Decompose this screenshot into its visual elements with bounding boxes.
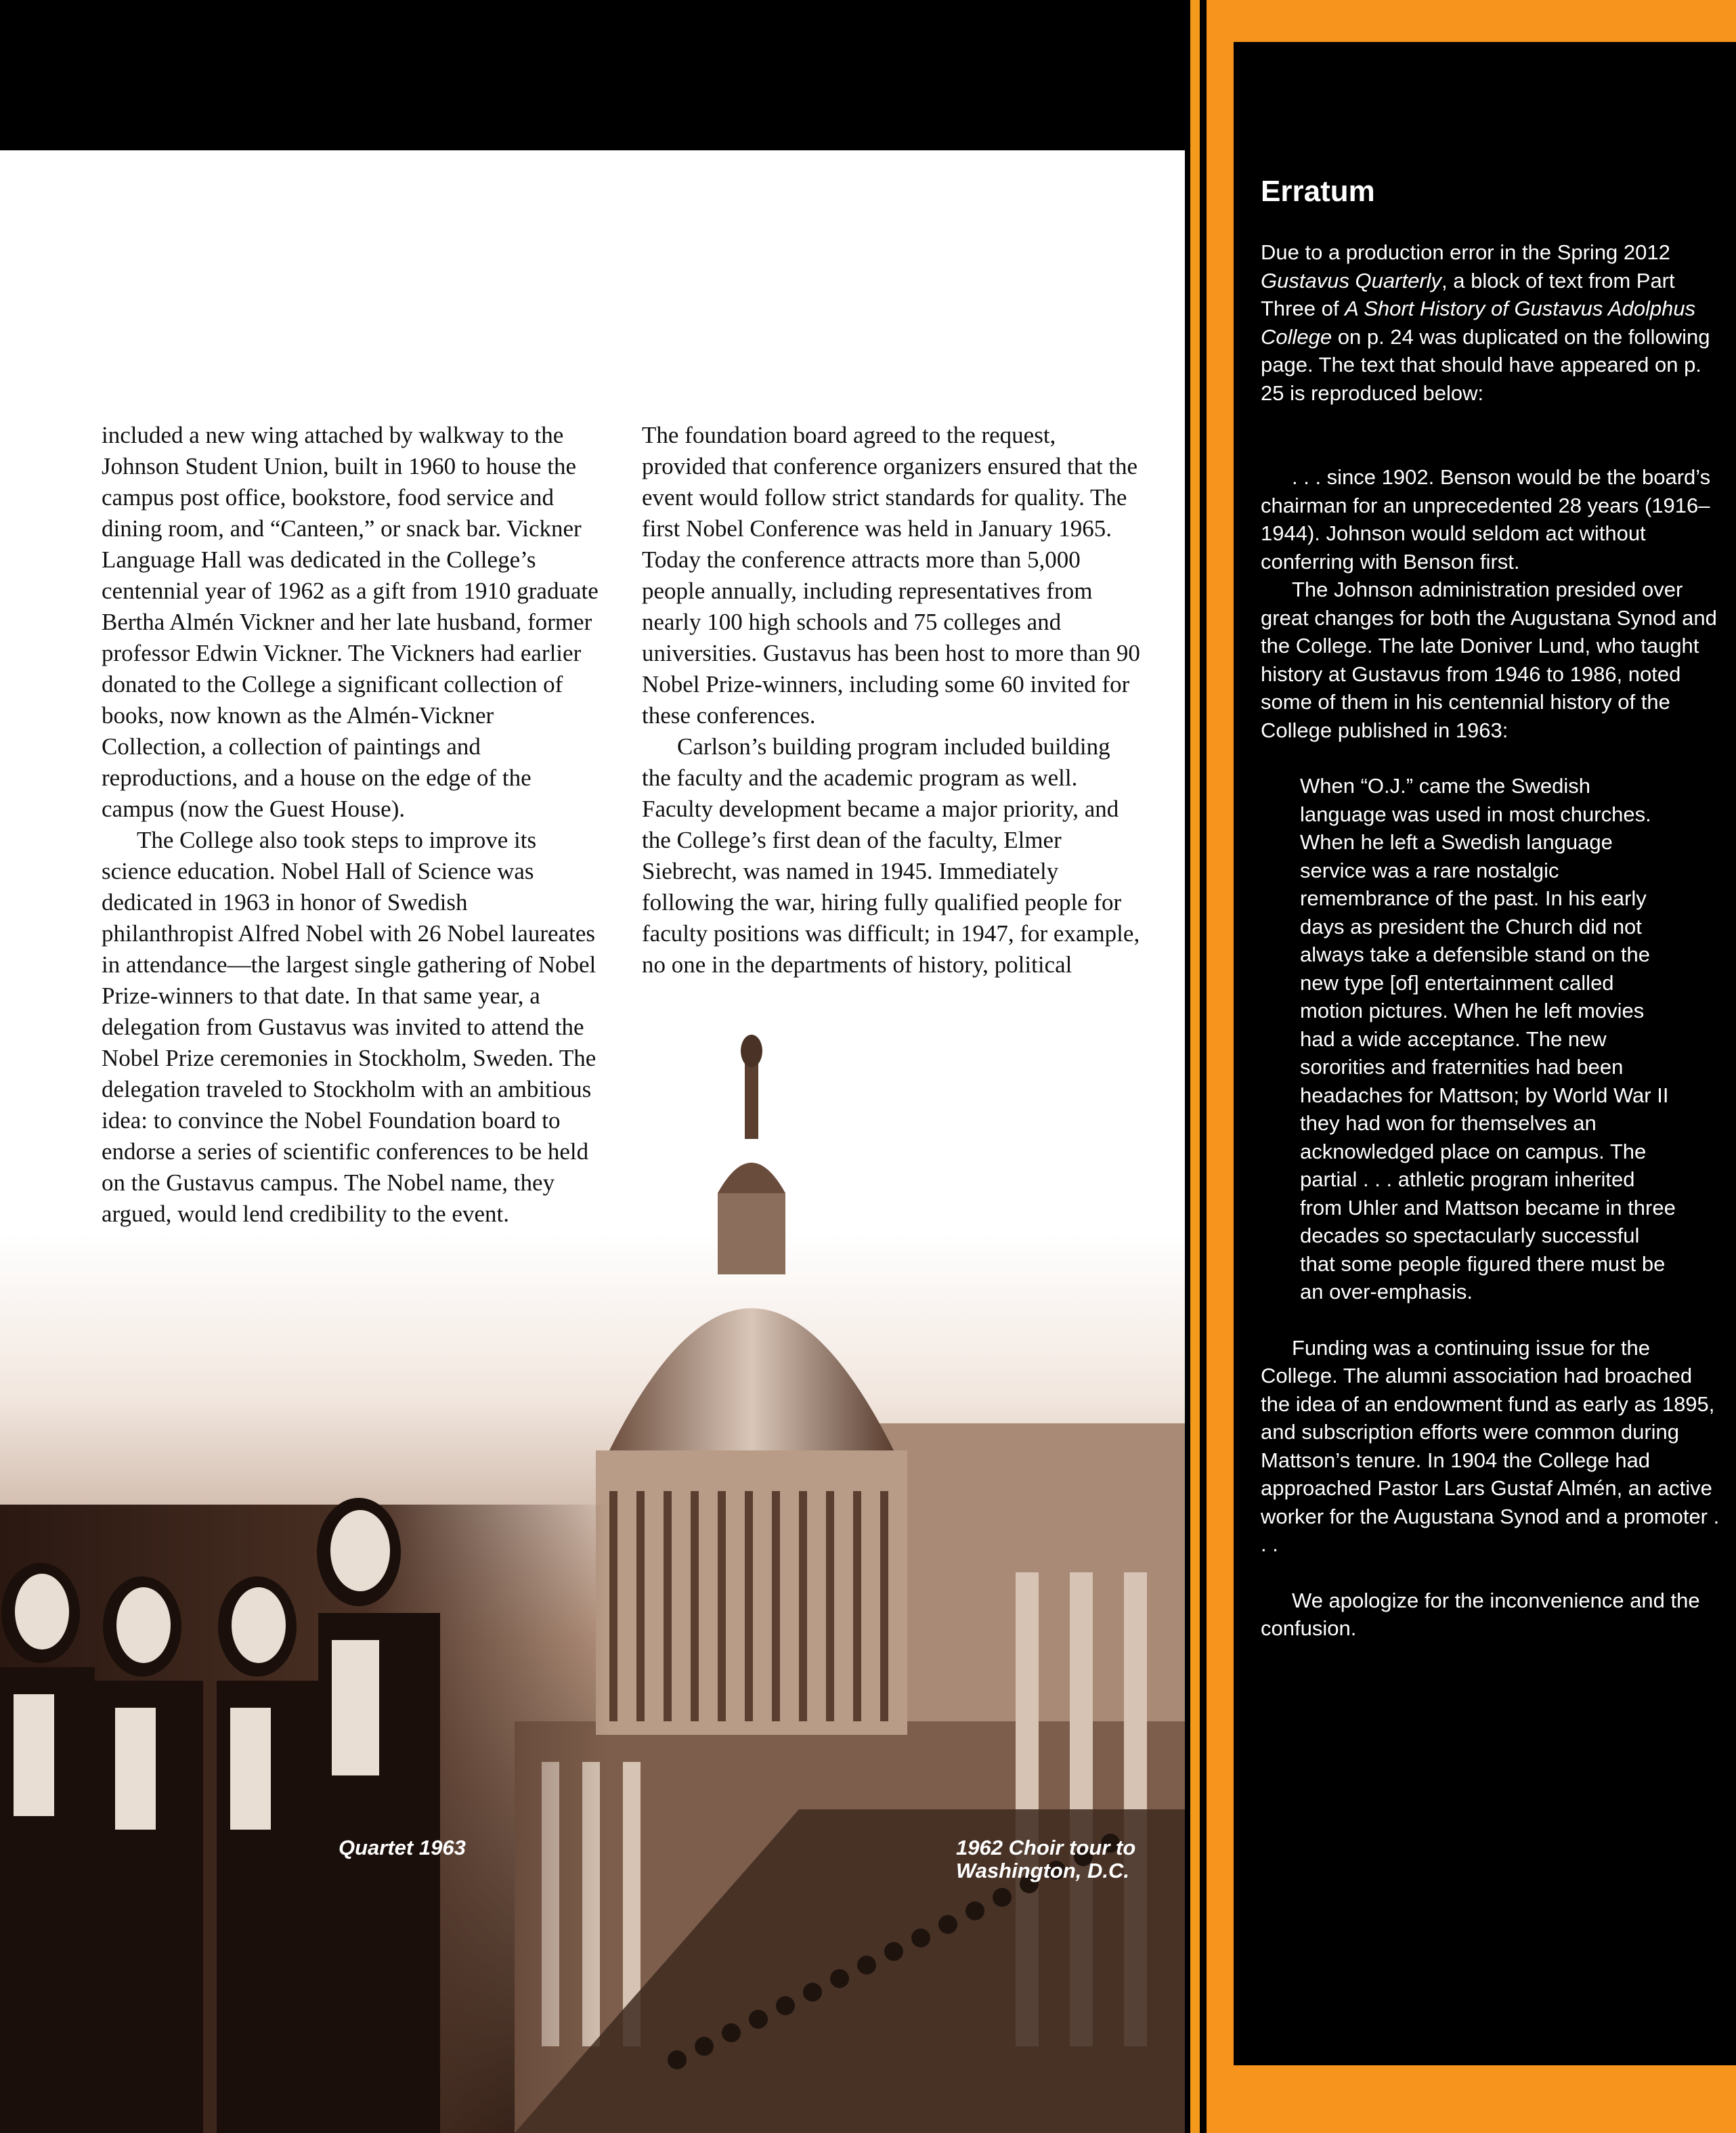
spacer xyxy=(1261,744,1721,772)
erratum-body xyxy=(1261,238,1721,1643)
erratum-paragraph: . . . since 1902. Benson would be the board’s chairman for an unprecedented 28 years (1916–1944). Johnson would seldom act without conferring with Benson first. xyxy=(1261,465,1711,574)
intro-text: Due to a production error in the Spring 2012 xyxy=(1261,240,1670,264)
article-paragraph: included a new wing attached by walkway to the Johnson Student Union, built in 1960 to house the campus post office, bookstore, food service and dining room, and “Canteen,” or snack bar. Vickner Language Hall was dedicated in the College’s centennial year of 1962 as a gift from 1910 graduate Bertha Almén Vickner and her late husband, former professor Edwin Vickner. The Vickners had earlier donated to the College a significant collection of books, now known as the Almén-Vickner Collection, a collection of paintings and reproductions, and a house on the edge of the campus (now the Guest House). xyxy=(102,422,599,822)
caption-line: Washington, D.C. xyxy=(956,1859,1130,1882)
erratum-sidebar xyxy=(1234,42,1736,2065)
photo-caption-choir xyxy=(956,1836,1135,1882)
intro-text: , a block of text from Part Three of xyxy=(1261,268,1675,320)
book-title: A Short History of Gustavus Adolphus College xyxy=(1261,297,1696,349)
article-column-left xyxy=(102,420,603,1230)
spacer xyxy=(1261,1306,1721,1334)
spacer xyxy=(1261,1559,1721,1587)
erratum-title: Erratum xyxy=(1261,175,1375,208)
caption-line: 1962 Choir tour to xyxy=(956,1836,1136,1859)
photo-caption-quartet: Quartet 1963 xyxy=(339,1836,466,1859)
spacer xyxy=(1261,407,1721,463)
publication-title: Gustavus Quarterly xyxy=(1261,268,1442,293)
article-column-right xyxy=(642,420,1143,981)
erratum-paragraph: Funding was a continuing issue for the College. The alumni association had broached the idea of an endowment fund as early as 1895, and subscription efforts were common during Mattson’s tenure. In 1904 the College had approached Pastor Lars Gustaf Almén, an active worker for the Augustana Synod and a promoter . . . xyxy=(1261,1335,1720,1556)
erratum-blockquote: When “O.J.” came the Swedish language was used in most churches. When he left a Swedish language service was a rare nostalgic remembrance of the past. In his early days as president the Church did not always take a defensible stand on the new type [of] entertainment called motion pictures. When he left movies had a wide acceptance. The new sororities and fraternities had been headaches for Mattson; by World War II they had won for themselves an acknowledged place on campus. The partial . . . athletic program inherited from Uhler and Mattson became in three decades so spectacularly successful that some people figured there must be an over-emphasis. xyxy=(1300,774,1676,1304)
article-paragraph: Carlson’s building program included building the faculty and the academic program as well. Faculty development became a major priority, and the College’s first dean of the faculty, Elmer Siebrecht, was named in 1945. Immediately following the war, hiring fully qualified people for faculty positions was difficult; in 1947, for example, no one in the departments of history, political xyxy=(642,733,1140,978)
erratum-closing: We apologize for the inconvenience and the confusion. xyxy=(1261,1588,1700,1640)
orange-divider-stripe xyxy=(1190,0,1200,2133)
intro-text: on p. 24 was duplicated on the following page. The text that should have appeared on p. 25 is reproduced below: xyxy=(1261,324,1710,405)
top-black-band xyxy=(0,0,1185,150)
erratum-paragraph: The Johnson administration presided over great changes for both the Augustana Synod and the College. The late Doniver Lund, who taught history at Gustavus from 1946 to 1986, noted some of them in his centennial history of the College published in 1963: xyxy=(1261,578,1717,742)
article-paragraph: The College also took steps to improve its science education. Nobel Hall of Science was dedicated in 1963 in honor of Swedish philanthropist Alfred Nobel with 26 Nobel laureates in attendance—the largest single gathering of Nobel Prize-winners to that date. In that same year, a delegation from Gustavus was invited to attend the Nobel Prize ceremonies in Stockholm, Sweden. The delegation traveled to Stockholm with an ambitious idea: to convince the Nobel Foundation board to endorse a series of scientific conferences to be held on the Gustavus campus. The Nobel name, they argued, would lend credibility to the event. xyxy=(102,827,596,1227)
erratum-intro xyxy=(1261,238,1721,407)
article-paragraph: The foundation board agreed to the request, provided that conference organizers ensured that the event would follow strict standards for quality. The first Nobel Conference was held in January 1965. Today the conference attracts more than 5,000 people annually, including representatives from nearly 100 high schools and 75 colleges and universities. Gustavus has been host to more than 90 Nobel Prize-winners, including some 60 invited for these conferences. xyxy=(642,422,1140,729)
